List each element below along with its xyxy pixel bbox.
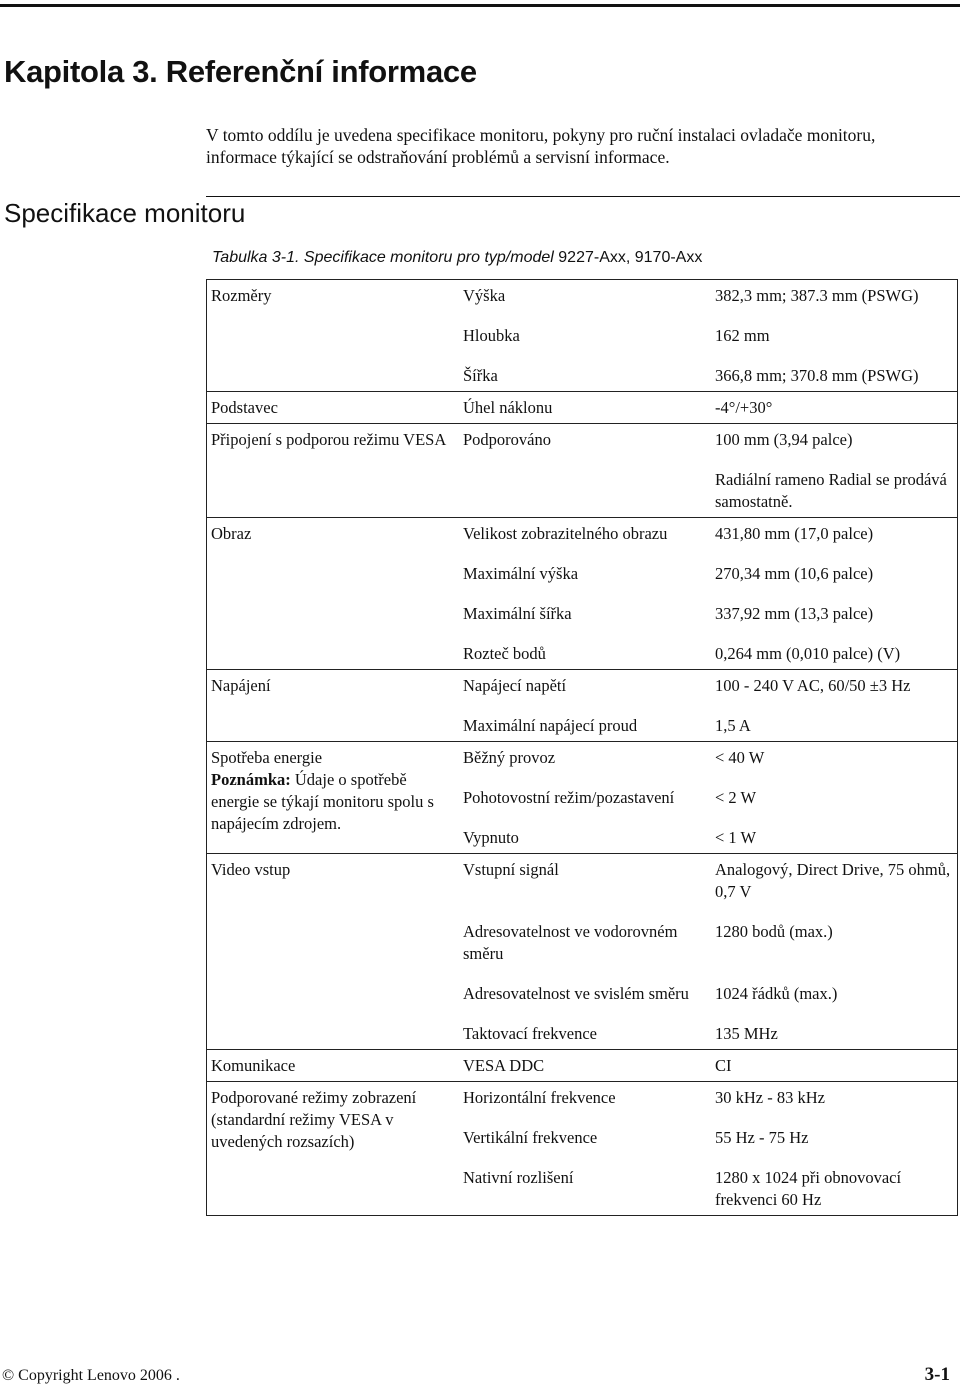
row-label: Podstavec	[207, 392, 460, 424]
table-row	[207, 1082, 958, 1114]
row-label	[207, 701, 460, 742]
note-text: Údaje o spotřebě energie se týkají monitoru spolu s napájecím zdrojem.	[211, 770, 434, 833]
note-label: Poznámka:	[211, 770, 291, 789]
row-label: Video vstup	[207, 854, 460, 908]
row-parameter: Běžný provoz	[459, 742, 711, 774]
row-parameter: Pohotovostní režim/pozastavení	[463, 788, 675, 807]
row-value: CI	[711, 1050, 958, 1082]
row-parameter: Velikost zobrazitelného obrazu	[459, 518, 711, 550]
table-row	[207, 589, 958, 629]
top-rule	[0, 4, 960, 7]
row-value: 135 MHz	[715, 1024, 778, 1043]
row-parameter	[459, 455, 711, 518]
row-parameter: Výška	[459, 280, 711, 312]
row-value: 337,92 mm (13,3 palce)	[715, 604, 874, 623]
row-parameter: Adresovatelnost ve vodorovném směru	[463, 922, 678, 963]
table-row	[207, 311, 958, 351]
row-parameter: Maximální napájecí proud	[463, 716, 638, 735]
row-value: 1024 řádků (max.)	[715, 984, 838, 1003]
row-parameter: Vertikální frekvence	[463, 1128, 598, 1147]
row-label-power-consumption	[207, 742, 460, 854]
chapter-title: Kapitola 3. Referenční informace	[4, 54, 477, 89]
table-row	[207, 1009, 958, 1050]
row-label: Podporované režimy zobrazení (standardní režimy VESA v uvedených rozsazích)	[207, 1082, 460, 1216]
table-row	[207, 969, 958, 1009]
row-label	[207, 1009, 460, 1050]
row-parameter: Úhel náklonu	[459, 392, 711, 424]
row-value: Radiální rameno Radial se prodává samostatně.	[715, 470, 947, 511]
row-label	[207, 455, 460, 518]
row-value: 431,80 mm (17,0 palce)	[711, 518, 958, 550]
row-value: 366,8 mm; 370.8 mm (PSWG)	[715, 366, 919, 385]
row-value: 0,264 mm (0,010 palce) (V)	[715, 644, 901, 663]
row-label	[207, 629, 460, 670]
table-row	[207, 280, 958, 312]
row-label: Komunikace	[207, 1050, 460, 1082]
row-label	[207, 907, 460, 969]
row-value: < 2 W	[715, 788, 757, 807]
table-row	[207, 629, 958, 670]
row-value: < 40 W	[711, 742, 958, 774]
row-parameter: Horizontální frekvence	[459, 1082, 711, 1114]
row-value: 270,34 mm (10,6 palce)	[715, 564, 874, 583]
row-label: Obraz	[207, 518, 460, 550]
row-value: 1,5 A	[715, 716, 751, 735]
row-label	[207, 589, 460, 629]
row-label: Napájení	[207, 670, 460, 702]
power-note	[211, 769, 455, 835]
row-value: 1280 x 1024 při obnovovací frekvenci 60 Hz	[715, 1168, 902, 1209]
row-label: Spotřeba energie	[211, 748, 323, 767]
table-row	[207, 424, 958, 456]
table-caption	[212, 249, 702, 267]
row-parameter: Adresovatelnost ve svislém směru	[463, 984, 689, 1003]
row-label: Rozměry	[207, 280, 460, 312]
row-parameter: VESA DDC	[459, 1050, 711, 1082]
section-title: Specifikace monitoru	[4, 198, 246, 228]
footer-copyright: © Copyright Lenovo 2006 .	[2, 1367, 180, 1384]
row-value: 100 mm (3,94 palce)	[711, 424, 958, 456]
row-parameter: Šířka	[463, 366, 498, 385]
page-number: 3-1	[924, 1364, 950, 1385]
row-value: Analogový, Direct Drive, 75 ohmů, 0,7 V	[711, 854, 958, 908]
row-parameter: Hloubka	[463, 326, 520, 345]
row-label: Připojení s podporou režimu VESA	[207, 424, 460, 456]
section-rule	[206, 196, 960, 197]
row-value: < 1 W	[715, 828, 757, 847]
table-row	[207, 701, 958, 742]
row-value: 30 kHz - 83 kHz	[711, 1082, 958, 1114]
row-parameter: Rozteč bodů	[463, 644, 546, 663]
row-label	[207, 549, 460, 589]
table-row	[207, 854, 958, 908]
table-row	[207, 351, 958, 392]
table-row	[207, 742, 958, 774]
caption-models: 9227-Axx, 9170-Axx	[558, 249, 703, 266]
row-value: 100 - 240 V AC, 60/50 ±3 Hz	[711, 670, 958, 702]
table-row	[207, 670, 958, 702]
row-label	[207, 311, 460, 351]
row-value: -4°/+30°	[711, 392, 958, 424]
spec-table	[206, 279, 958, 1216]
table-row	[207, 455, 958, 518]
row-label	[207, 969, 460, 1009]
row-parameter: Maximální výška	[463, 564, 579, 583]
row-label	[207, 351, 460, 392]
row-parameter: Taktovací frekvence	[463, 1024, 597, 1043]
table-row	[207, 549, 958, 589]
table-row	[207, 392, 958, 424]
row-parameter: Napájecí napětí	[459, 670, 711, 702]
table-row	[207, 907, 958, 969]
row-value: 1280 bodů (max.)	[715, 922, 833, 941]
row-parameter: Podporováno	[459, 424, 711, 456]
row-value: 55 Hz - 75 Hz	[715, 1128, 809, 1147]
row-value: 162 mm	[715, 326, 770, 345]
table-row	[207, 518, 958, 550]
row-value: 382,3 mm; 387.3 mm (PSWG)	[711, 280, 958, 312]
intro-paragraph: V tomto oddílu je uvedena specifikace monitoru, pokyny pro ruční instalaci ovladače monitoru, informace týkající se odstraňování problémů a servisní informace.	[206, 125, 876, 167]
row-parameter: Nativní rozlišení	[463, 1168, 574, 1187]
row-parameter: Vstupní signál	[459, 854, 711, 908]
row-parameter: Vypnuto	[463, 828, 519, 847]
caption-label: Tabulka 3-1. Specifikace monitoru pro typ/model	[212, 249, 554, 266]
table-row	[207, 1050, 958, 1082]
row-parameter: Maximální šířka	[463, 604, 572, 623]
